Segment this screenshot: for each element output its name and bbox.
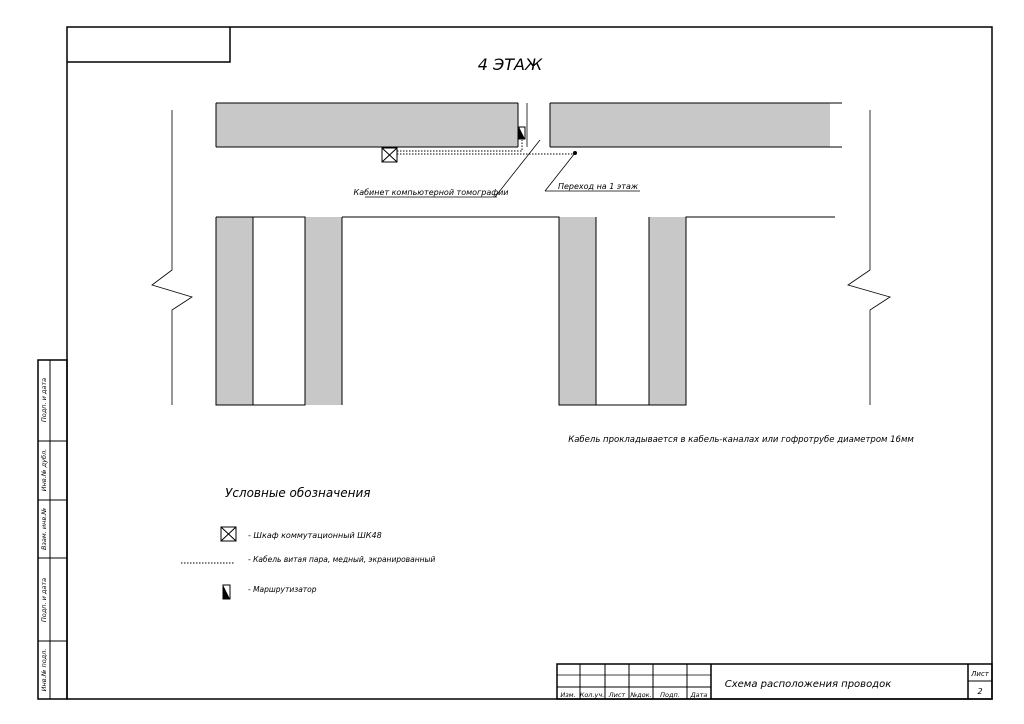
side-stamp-label: Инв.№ подл. [40, 648, 48, 692]
upper-wall-block [216, 103, 842, 147]
side-stamp-label: Взам. инв.№ [40, 507, 48, 551]
title-block-col-label: Дата [690, 691, 708, 699]
callout-room [354, 140, 540, 197]
callout-transition [545, 153, 640, 191]
switch-cabinet-symbol [382, 148, 397, 162]
legend [181, 486, 435, 599]
upper-wall-left [216, 103, 518, 147]
title-block-col-label: №док. [630, 691, 652, 699]
side-stamp [38, 360, 67, 699]
sheet-number: 2 [977, 687, 983, 696]
title-block [557, 664, 992, 699]
transition-label: Переход на 1 этаж [557, 182, 639, 191]
break-line-left [152, 110, 192, 405]
wall-segment [216, 217, 253, 405]
sheet-name: Схема расположения проводок [724, 679, 892, 690]
title-block-col-label: Лист [608, 691, 626, 699]
top-left-stamp-box [67, 27, 230, 62]
break-line-right [848, 110, 890, 405]
sheet-label: Лист [971, 670, 989, 678]
router-symbol [519, 127, 525, 139]
sheet-frame [67, 27, 992, 699]
wall-segment [649, 217, 686, 405]
side-stamp-label: Инв.№ дубл. [40, 448, 48, 492]
room-label: Кабинет компьютерной томографии [353, 188, 509, 197]
legend-cabinet-label: - Шкаф коммутационный ШК48 [248, 531, 382, 540]
legend-cable-label: - Кабель витая пара, медный, экранированный [248, 555, 436, 564]
legend-router-symbol [223, 585, 230, 599]
legend-cabinet-symbol [221, 527, 236, 541]
wall-segment [559, 217, 596, 405]
installation-note: Кабель прокладывается в кабель-каналах или гофротрубе диаметром 16мм [568, 435, 914, 445]
upper-wall-right [550, 103, 830, 147]
title-block-col-label: Подп. [660, 691, 680, 699]
title-block-col-label: Изм. [560, 691, 576, 699]
legend-title: Условные обозначения [225, 486, 371, 500]
lower-wall-block [216, 217, 835, 405]
wall-segment [305, 217, 342, 405]
title-block-col-label: Кол.уч. [579, 691, 605, 699]
legend-router-label: - Маршрутизатор [248, 585, 317, 594]
floor-title: 4 ЭТАЖ [477, 55, 543, 74]
side-stamp-label: Подп. и дата [40, 577, 48, 623]
side-stamp-label: Подп. и дата [40, 377, 48, 423]
